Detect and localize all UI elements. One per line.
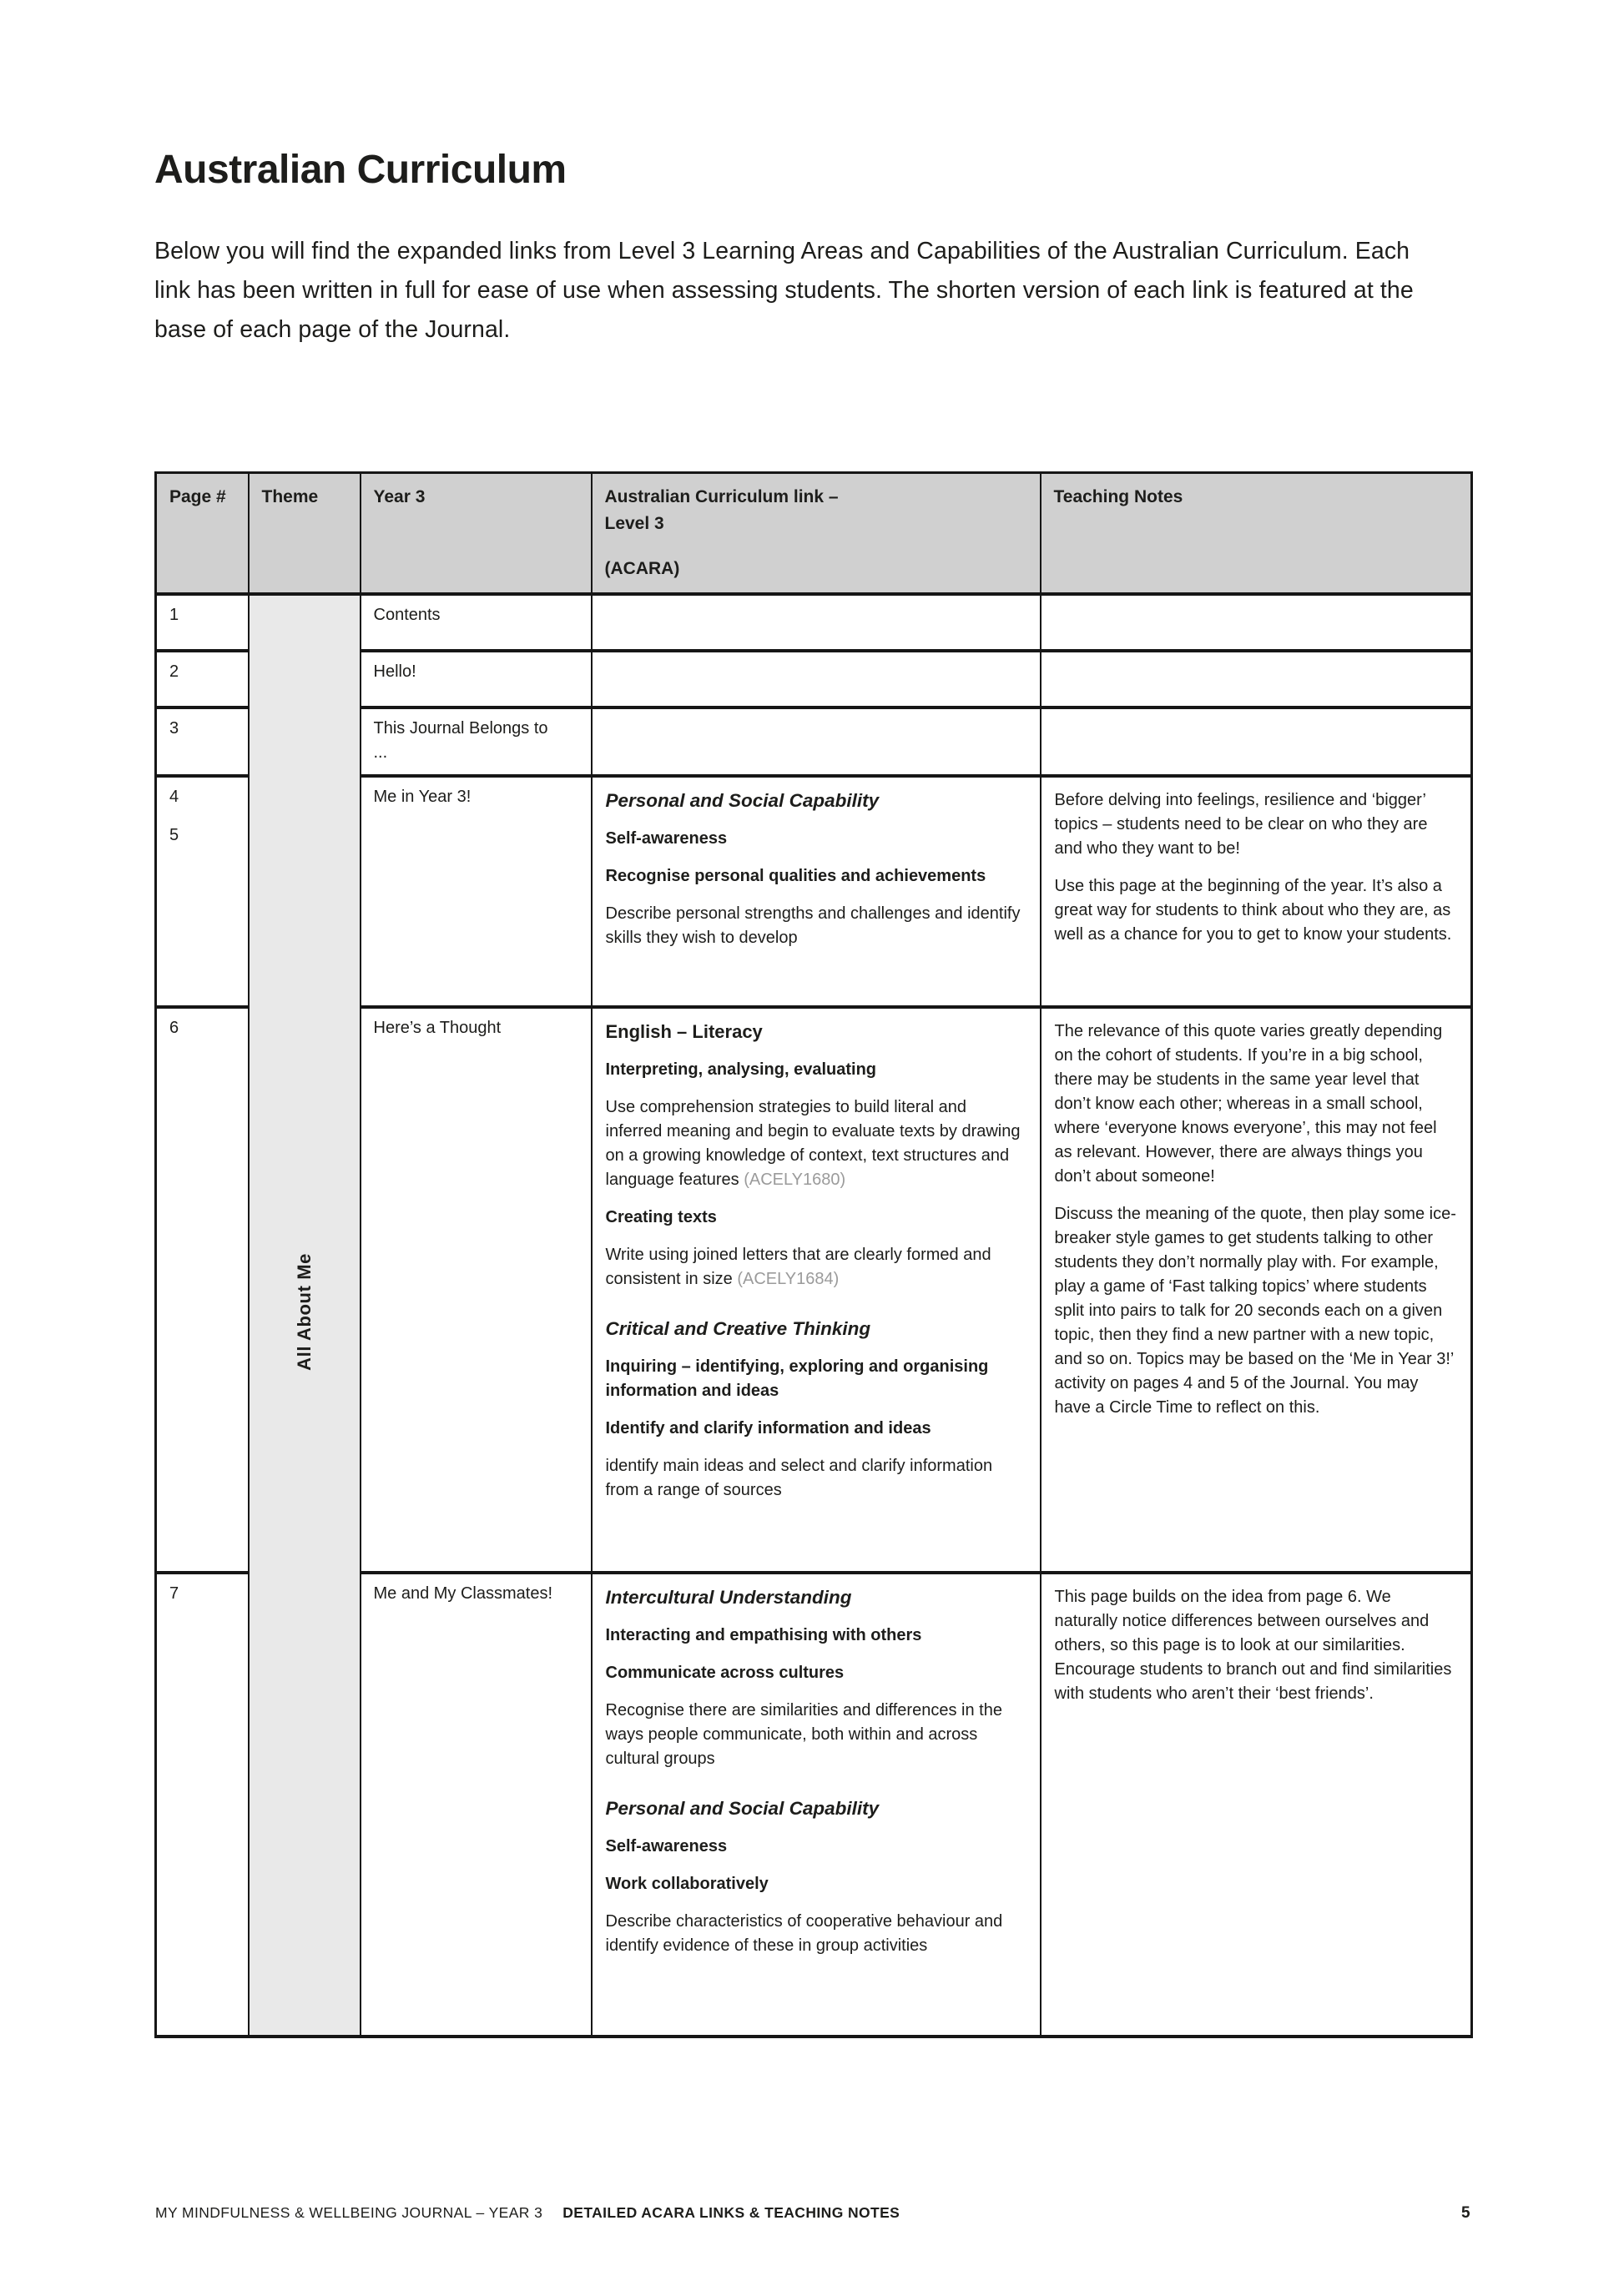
elaboration-text: Recognise there are similarities and differences in the ways people communicate, both within and across cultural groups bbox=[605, 1701, 1002, 1768]
footer-left bbox=[155, 2204, 900, 2222]
column-header-teaching-notes: Teaching Notes bbox=[1041, 473, 1472, 595]
page-number-cell bbox=[156, 1007, 249, 1573]
page-number: 3 bbox=[169, 719, 179, 738]
footer-journal-title: MY MINDFULNESS & WELLBEING JOURNAL – YEAR 3 bbox=[155, 2204, 543, 2221]
content-descriptor: Identify and clarify information and ideas bbox=[605, 1419, 931, 1438]
column-header-page: Page # bbox=[156, 473, 249, 595]
column-header-year3: Year 3 bbox=[361, 473, 592, 595]
acara-cell bbox=[592, 1573, 1041, 2037]
column-header-acara-title: Australian Curriculum link – Level 3 bbox=[604, 487, 839, 533]
elaboration-body: Use comprehension strategies to build literal and inferred meaning and begin to evaluate texts by drawing on a growing knowledge of context, text structures and language features bbox=[605, 1098, 1021, 1189]
page-number: 5 bbox=[169, 826, 179, 844]
strand-heading: Self-awareness bbox=[605, 829, 728, 848]
theme-label: All About Me bbox=[294, 1252, 315, 1371]
curriculum-links-table-wrapper bbox=[154, 471, 1473, 2038]
elaboration-text bbox=[606, 1095, 1026, 1192]
teaching-notes-cell bbox=[1041, 776, 1472, 1007]
page-number: 4 bbox=[169, 788, 179, 806]
teaching-notes-cell bbox=[1041, 594, 1472, 651]
teaching-note: The relevance of this quote varies greatly depending on the cohort of students. If you’re in a big school, there may be students in the same year level that don’t know each other; whereas in a small school, where ‘everyone knows everyone’, this may not feel as relevant. However, there are always things you don’t about someone! bbox=[1054, 1022, 1443, 1186]
page-number-cell bbox=[156, 651, 249, 707]
strand-heading: Interacting and empathising with others bbox=[605, 1626, 922, 1644]
content-descriptor: Recognise personal qualities and achievements bbox=[605, 867, 986, 885]
teaching-note: Before delving into feelings, resilience and ‘bigger’ topics – students need to be clear on who they are and who they want to be! bbox=[1054, 791, 1428, 858]
page-number-cell bbox=[156, 1573, 249, 2037]
year3-cell: Hello! bbox=[361, 651, 592, 707]
teaching-notes-cell bbox=[1041, 707, 1472, 776]
elaboration-text bbox=[606, 1243, 1026, 1292]
learning-area-heading: English – Literacy bbox=[605, 1021, 763, 1042]
acara-cell bbox=[592, 1007, 1041, 1573]
curriculum-links-table bbox=[154, 471, 1473, 2038]
column-header-acara bbox=[592, 473, 1041, 595]
page-title: Australian Curriculum bbox=[154, 148, 567, 192]
footer-page-number: 5 bbox=[1461, 2204, 1470, 2222]
teaching-notes-cell bbox=[1041, 1573, 1472, 2037]
page-number-cell bbox=[156, 707, 249, 776]
elaboration-body: Write using joined letters that are clearly formed and consistent in size bbox=[605, 1246, 991, 1288]
elaboration-text: Describe personal strengths and challenges and identify skills they wish to develop bbox=[605, 904, 1021, 947]
teaching-note: This page builds on the idea from page 6. We naturally notice differences between ourselves and others, so this page is to look at our similarities. Encourage students to branch out and find similarities with students who aren’t their ‘best friends’. bbox=[1054, 1588, 1452, 1703]
capability-heading: Critical and Creative Thinking bbox=[605, 1318, 871, 1339]
teaching-notes-cell bbox=[1041, 651, 1472, 707]
page-number-cell bbox=[156, 594, 249, 651]
intro-paragraph: Below you will find the expanded links from Level 3 Learning Areas and Capabilities of the Australian Curriculum. Each link has been written in full for ease of use when assessing students. The shorten version of each link is featured at the base of each page of the Journal. bbox=[154, 238, 1414, 343]
year3-cell: Me in Year 3! bbox=[361, 776, 592, 1007]
page-number: 6 bbox=[169, 1019, 179, 1037]
teaching-notes-cell bbox=[1041, 1007, 1472, 1573]
acara-code: (ACELY1680) bbox=[744, 1171, 846, 1189]
page-number: 2 bbox=[169, 662, 179, 681]
teaching-note: Discuss the meaning of the quote, then play some ice-breaker style games to get students talking to other students they don’t normally play with. For example, play a game of ‘Fast talking topics’ where students split into pairs to talk for 20 seconds each on a given topic, then they find a new partner with a new topic, and so on. Topics may be based on the ‘Me in Year 3!’ activity on pages 4 and 5 of the Journal. You may have a Circle Time to reflect on this. bbox=[1054, 1205, 1456, 1417]
acara-code: (ACELY1684) bbox=[737, 1270, 840, 1288]
page-number: 1 bbox=[169, 606, 179, 624]
column-header-theme: Theme bbox=[249, 473, 361, 595]
capability-heading: Personal and Social Capability bbox=[605, 1798, 880, 1819]
capability-heading: Intercultural Understanding bbox=[605, 1587, 852, 1608]
teaching-note: Use this page at the beginning of the year. It’s also a great way for students to think about who they are, as well as a chance for you to get to know your students. bbox=[1054, 877, 1452, 944]
elaboration-text: identify main ideas and select and clarify information from a range of sources bbox=[605, 1457, 993, 1499]
footer-section-title: DETAILED ACARA LINKS & TEACHING NOTES bbox=[562, 2204, 900, 2221]
content-descriptor: Creating texts bbox=[605, 1208, 717, 1226]
year3-cell: Me and My Classmates! bbox=[361, 1573, 592, 2037]
strand-heading: Inquiring – identifying, exploring and organising information and ideas bbox=[605, 1357, 989, 1400]
acara-cell bbox=[592, 776, 1041, 1007]
acara-cell bbox=[592, 707, 1041, 776]
capability-heading: Personal and Social Capability bbox=[605, 790, 880, 811]
content-descriptor: Communicate across cultures bbox=[605, 1664, 845, 1682]
table-row bbox=[156, 594, 1472, 651]
year3-cell: Here’s a Thought bbox=[361, 1007, 592, 1573]
content-descriptor: Work collaboratively bbox=[605, 1875, 769, 1893]
year3-cell: Contents bbox=[361, 594, 592, 651]
elaboration-text: Describe characteristics of cooperative behaviour and identify evidence of these in group activities bbox=[605, 1912, 1003, 1955]
table-header-row bbox=[156, 473, 1472, 595]
year3-cell: This Journal Belongs to ... bbox=[361, 707, 592, 776]
page-number: 7 bbox=[169, 1584, 179, 1603]
strand-heading: Self-awareness bbox=[605, 1837, 728, 1855]
column-header-acara-code: (ACARA) bbox=[604, 559, 680, 578]
acara-cell bbox=[592, 594, 1041, 651]
strand-heading: Interpreting, analysing, evaluating bbox=[605, 1060, 877, 1079]
page-number-cell bbox=[156, 776, 249, 1007]
theme-cell bbox=[249, 594, 361, 2037]
acara-cell bbox=[592, 651, 1041, 707]
page-footer bbox=[155, 2204, 1470, 2223]
